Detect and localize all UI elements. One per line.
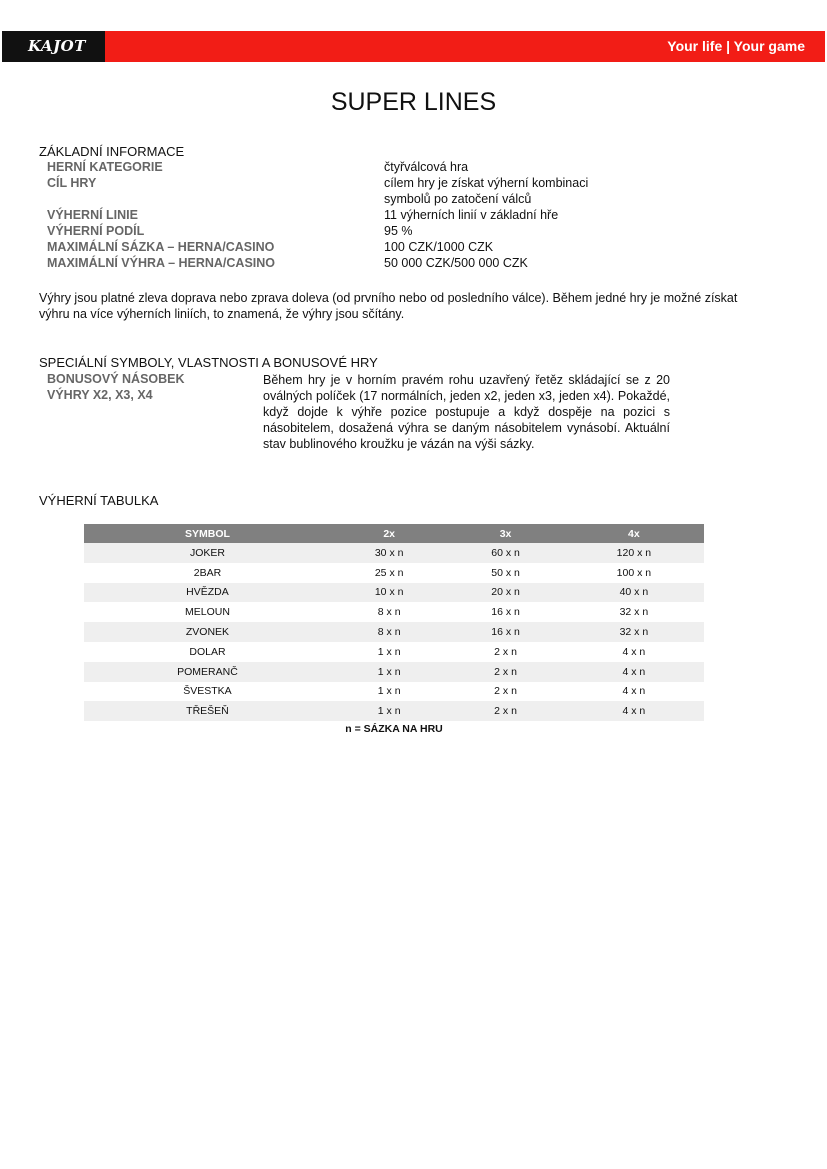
bonus-label-2: VÝHRY X2, X3, X4	[47, 388, 153, 402]
payout-cell: 4 x n	[622, 685, 646, 698]
info-value: 11 výherních linií v základní hře	[384, 208, 559, 222]
info-label: MAXIMÁLNÍ VÝHRA – HERNA/CASINO	[47, 256, 276, 270]
info-value: symbolů po zatočení válců	[384, 192, 532, 206]
info-value: 95 %	[384, 224, 413, 238]
payout-cell: 2 x n	[494, 645, 517, 658]
payout-cell: 30 x n	[331, 543, 447, 563]
payout-cell: 4 x n	[564, 701, 704, 721]
table-row	[84, 622, 704, 642]
payout-cell: 1 x n	[331, 701, 447, 721]
payout-cell: 1 x n	[377, 685, 401, 698]
payout-cell: 8 x n	[331, 622, 447, 642]
info-label: HERNÍ KATEGORIE	[47, 160, 163, 174]
table-row	[84, 543, 704, 563]
payout-cell: 20 x n	[447, 583, 563, 603]
table-row	[84, 662, 704, 682]
table-row	[84, 701, 704, 721]
symbol-cell: 2BAR	[193, 566, 222, 579]
payout-cell: 50 x n	[491, 566, 520, 579]
info-value: cílem hry je získat výherní kombinaci	[384, 176, 589, 190]
payout-cell: 2 x n	[494, 685, 517, 698]
column-header: 4x	[564, 524, 704, 543]
payout-cell: 2 x n	[447, 701, 563, 721]
payout-cell: 1 x n	[331, 662, 447, 682]
payout-cell: 1 x n	[377, 645, 401, 658]
table-header-row	[84, 524, 704, 543]
info-label: MAXIMÁLNÍ SÁZKA – HERNA/CASINO	[47, 240, 275, 254]
rules-paragraph: Výhry jsou platné zleva doprava nebo zprava doleva (od prvního nebo od posledního válce). Během jedné hry je možné získat výhru na více výherních liniích, to znamená, že výhry jsou sčítány.	[39, 291, 738, 321]
info-value: 50 000 CZK/500 000 CZK	[384, 256, 528, 270]
payout-cell: 4 x n	[564, 662, 704, 682]
symbol-cell: ŠVESTKA	[183, 685, 232, 698]
symbol-cell: JOKER	[84, 543, 331, 563]
payout-cell: 10 x n	[331, 583, 447, 603]
symbol-cell: TŘEŠEŇ	[84, 701, 331, 721]
table-row	[84, 583, 704, 603]
payout-cell: 4 x n	[622, 645, 646, 658]
table-note: n = SÁZKA NA HRU	[345, 723, 443, 735]
symbol-cell: ZVONEK	[84, 622, 331, 642]
paytable-heading: VÝHERNÍ TABULKA	[39, 493, 159, 508]
payout-cell: 16 x n	[447, 622, 563, 642]
symbol-cell: DOLAR	[189, 645, 226, 658]
payout-cell: 25 x n	[374, 566, 404, 579]
payout-cell: 40 x n	[564, 583, 704, 603]
column-header: 2x	[331, 524, 447, 543]
basic-info-heading: ZÁKLADNÍ INFORMACE	[39, 144, 185, 159]
info-label: VÝHERNÍ PODÍL	[47, 224, 145, 238]
table-row	[84, 682, 704, 702]
payout-cell: 60 x n	[447, 543, 563, 563]
payout-cell: 8 x n	[377, 606, 401, 619]
paytable	[84, 524, 704, 721]
payout-cell: 120 x n	[564, 543, 704, 563]
bonus-description: Během hry je v horním pravém rohu uzavřený řetěz skládající se z 20 oválných políček (17 normálních, jeden x2, jeden x3, jeden x4). Pokaždé, když dojde k výhře pozice postupuje a když dospěje na pozici s násobitelem, dosažená výhra se daným násobitelem vynásobí. Aktuální stav bublinového kroužku je vázán na výši sázky.	[263, 373, 670, 451]
payout-cell: 2 x n	[447, 662, 563, 682]
info-label: VÝHERNÍ LINIE	[47, 208, 138, 222]
info-label: CÍL HRY	[47, 176, 97, 190]
logo-box	[2, 31, 105, 62]
table-row	[84, 563, 704, 583]
info-value: čtyřválcová hra	[384, 160, 469, 174]
page-title: SUPER LINES	[330, 88, 497, 116]
header-banner	[2, 31, 825, 62]
table-row	[84, 602, 704, 622]
slogan: Your life | Your game	[667, 38, 805, 54]
column-header: SYMBOL	[84, 524, 331, 543]
bonus-label: BONUSOVÝ NÁSOBEK	[47, 372, 185, 386]
payout-cell: 32 x n	[619, 606, 649, 619]
symbol-cell: POMERANČ	[84, 662, 331, 682]
symbol-cell: MELOUN	[185, 606, 230, 619]
special-heading: SPECIÁLNÍ SYMBOLY, VLASTNOSTI A BONUSOVÉ HRY	[39, 355, 378, 370]
table-row	[84, 642, 704, 662]
column-header: 3x	[447, 524, 563, 543]
kajot-logo: KAJOT	[28, 37, 86, 55]
payout-cell: 100 x n	[616, 566, 652, 579]
info-value: 100 CZK/1000 CZK	[384, 240, 494, 254]
symbol-cell: HVĚZDA	[84, 583, 331, 603]
payout-cell: 32 x n	[564, 622, 704, 642]
payout-cell: 16 x n	[491, 606, 520, 619]
